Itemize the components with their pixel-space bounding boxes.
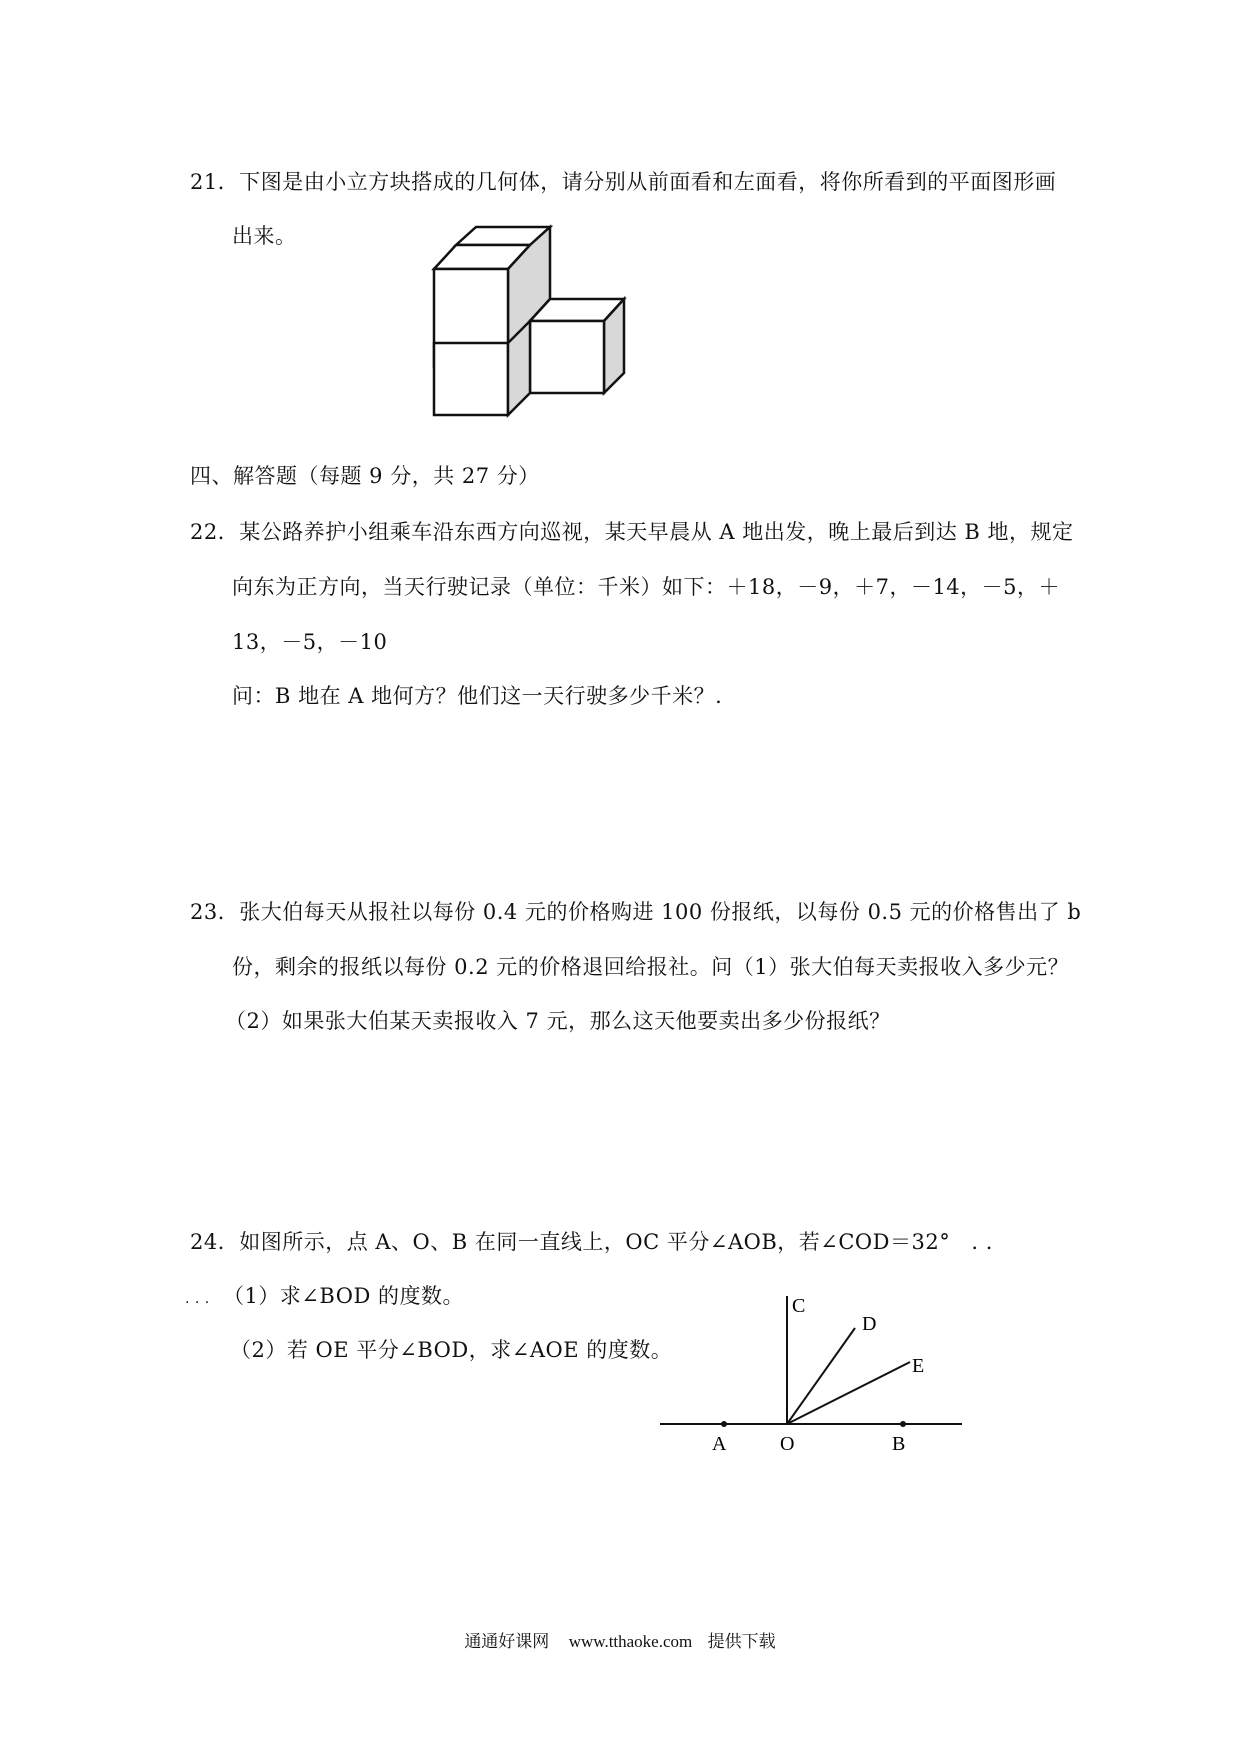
cube-figure — [430, 225, 630, 420]
q22-line-3: 13，－5，－10 — [232, 630, 388, 654]
page-footer — [0, 1630, 1240, 1654]
angle-diagram — [650, 1290, 970, 1460]
section-4-title: 四、解答题（每题 9 分，共 27 分） — [190, 464, 540, 488]
cube-lower-front — [434, 343, 508, 415]
label-b: B — [892, 1433, 906, 1455]
q24-line-2 — [185, 1282, 464, 1313]
q22-line-1: 22．某公路养护小组乘车沿东西方向巡视，某天早晨从 A 地出发，晚上最后到达 B 地，规定 — [190, 520, 1074, 544]
q23-line-3: （2）如果张大伯某天卖报收入 7 元，那么这天他要卖出多少份报纸？ — [225, 1009, 891, 1033]
q23-line-2: 份，剩余的报纸以每份 0.2 元的价格退回给报社。问（1）张大伯每天卖报收入多少元？ — [232, 955, 1070, 979]
q22-line-2: 向东为正方向，当天行驶记录（单位：千米）如下：＋18，－9，＋7，－14，－5，＋ — [232, 575, 1061, 599]
label-o: O — [780, 1433, 795, 1455]
ray-oe — [787, 1362, 910, 1424]
point-a — [721, 1421, 727, 1427]
point-b — [900, 1421, 906, 1427]
q24-line-2-dots: . . . — [185, 1291, 210, 1307]
label-d: D — [862, 1313, 877, 1335]
footer-suffix: 提供下载 — [707, 1632, 776, 1652]
q22-line-4: 问：B 地在 A 地何方？他们这一天行驶多少千米？. — [232, 684, 723, 708]
footer-site-name: 通通好课网 — [464, 1632, 550, 1652]
q21-line-2: 出来。 — [232, 224, 297, 248]
q24-line-2-text: （1）求∠BOD 的度数。 — [222, 1284, 464, 1308]
label-a: A — [712, 1433, 727, 1455]
q24-line-1-text: 24．如图所示，点 A、O、B 在同一直线上，OC 平分∠AOB，若∠COD＝32° — [190, 1230, 951, 1254]
q21-line-1: 21．下图是由小立方块搭成的几何体，请分别从前面看和左面看，将你所看到的平面图形画 — [190, 170, 1057, 194]
q24-line-1 — [190, 1228, 993, 1256]
q23-line-1: 23．张大伯每天从报社以每份 0.4 元的价格购进 100 份报纸，以每份 0.5 元的价格售出了 b — [190, 900, 1082, 924]
footer-url[interactable]: www.tthaoke.com — [568, 1632, 693, 1651]
label-c: C — [792, 1295, 806, 1317]
label-e: E — [912, 1355, 925, 1377]
cube-right-front — [530, 321, 604, 393]
q24-line-3: （2）若 OE 平分∠BOD，求∠AOE 的度数。 — [230, 1338, 673, 1362]
q24-line-1-dots: . . — [971, 1230, 993, 1254]
ray-od — [787, 1328, 855, 1424]
